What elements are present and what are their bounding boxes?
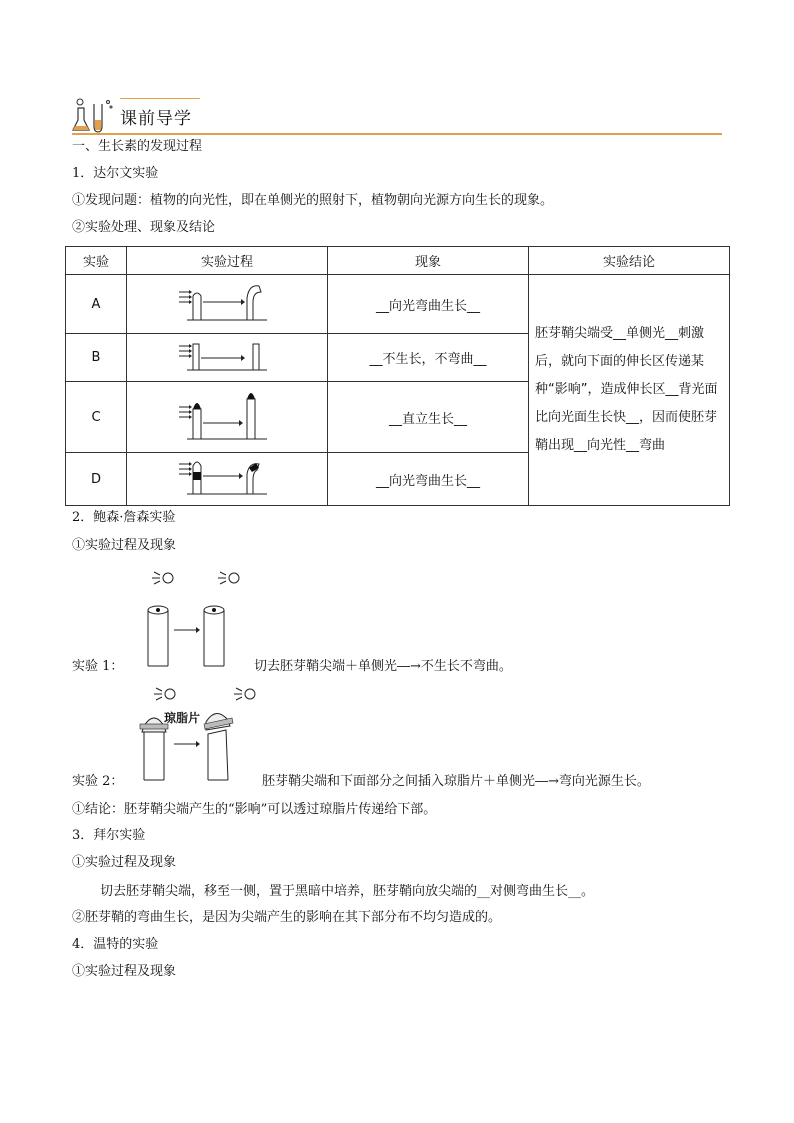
- process-figure: [127, 334, 328, 382]
- row-id: C: [66, 382, 127, 453]
- section-header: [72, 96, 722, 136]
- experiment-1-label: 实验 1：: [72, 659, 124, 674]
- coleoptile-diagram-c: [177, 385, 277, 445]
- paragraph-process: ①实验过程及现象: [72, 855, 177, 870]
- header-top-rule: [120, 98, 200, 99]
- row-id: D: [66, 453, 127, 506]
- row-id: B: [66, 334, 127, 382]
- col-header-conclusion: 实验结论: [529, 247, 730, 275]
- row-id: A: [66, 275, 127, 334]
- phenomenon-cell: __直立生长__: [328, 382, 529, 453]
- paragraph-paal-conclusion: ②胚芽鞘的弯曲生长，是因为尖端产生的影响在其下部分布不均匀造成的。: [72, 910, 502, 925]
- process-figure: [127, 275, 328, 334]
- subsection-darwin: 1．达尔文实验: [72, 166, 159, 181]
- section-heading: 一、生长素的发现过程: [72, 139, 203, 154]
- experiment-2-label: 实验 2：: [72, 774, 124, 789]
- paragraph-conclusion: ①结论：胚芽鞘尖端产生的“影响”可以透过琼脂片传递给下部。: [72, 802, 437, 817]
- phenomenon-cell: __向光弯曲生长__: [328, 453, 529, 506]
- table-row: [66, 275, 730, 334]
- coleoptile-diagram-a: [177, 278, 277, 326]
- conclusion-cell: 胚芽鞘尖端受__单侧光__刺激后，就向下面的伸长区传递某种“影响”，造成伸长区__背光面比向光面生长快__，因而使胚芽鞘出现__向光性__弯曲: [529, 275, 730, 506]
- paragraph-process: ①实验过程及现象: [72, 538, 177, 553]
- header-rule: [72, 133, 722, 135]
- process-figure: [127, 453, 328, 506]
- paragraph-question: ①发现问题：植物的向光性，即在单侧光的照射下，植物朝向光源方向生长的现象。: [72, 193, 554, 208]
- process-figure: [127, 382, 328, 453]
- col-header-experiment: 实验: [66, 247, 127, 275]
- phenomenon-cell: __不生长，不弯曲__: [328, 334, 529, 382]
- subsection-boysen-jensen: 2．鲍森·詹森实验: [72, 510, 176, 525]
- coleoptile-diagram-b: [177, 336, 277, 376]
- coleoptile-diagram-d: [177, 454, 277, 500]
- lab-flask-icon: [72, 96, 118, 134]
- subsection-went: 4．温特的实验: [72, 937, 159, 952]
- phenomenon-cell: __向光弯曲生长__: [328, 275, 529, 334]
- agar-label: 琼脂片: [164, 711, 201, 725]
- experiment-2-figure: [138, 684, 268, 784]
- experiment-2-text: 胚芽鞘尖端和下面部分之间插入琼脂片＋单侧光―→弯向光源生长。: [262, 774, 650, 789]
- experiment-1-text: 切去胚芽鞘尖端＋单侧光―→不生长不弯曲。: [254, 659, 512, 674]
- col-header-phenomenon: 现象: [328, 247, 529, 275]
- paragraph-process: ①实验过程及现象: [72, 964, 177, 979]
- page-title: 课前导学: [120, 109, 192, 129]
- col-header-process: 实验过程: [127, 247, 328, 275]
- experiment-1-figure: [140, 566, 250, 672]
- table-header-row: [66, 247, 730, 275]
- paragraph-paal-result: 切去胚芽鞘尖端，移至一侧，置于黑暗中培养，胚芽鞘向放尖端的__对侧弯曲生长__。: [100, 884, 595, 899]
- subsection-paal: 3．拜尔实验: [72, 828, 146, 843]
- darwin-table: [65, 246, 730, 506]
- paragraph-procedure: ②实验处理、现象及结论: [72, 220, 216, 235]
